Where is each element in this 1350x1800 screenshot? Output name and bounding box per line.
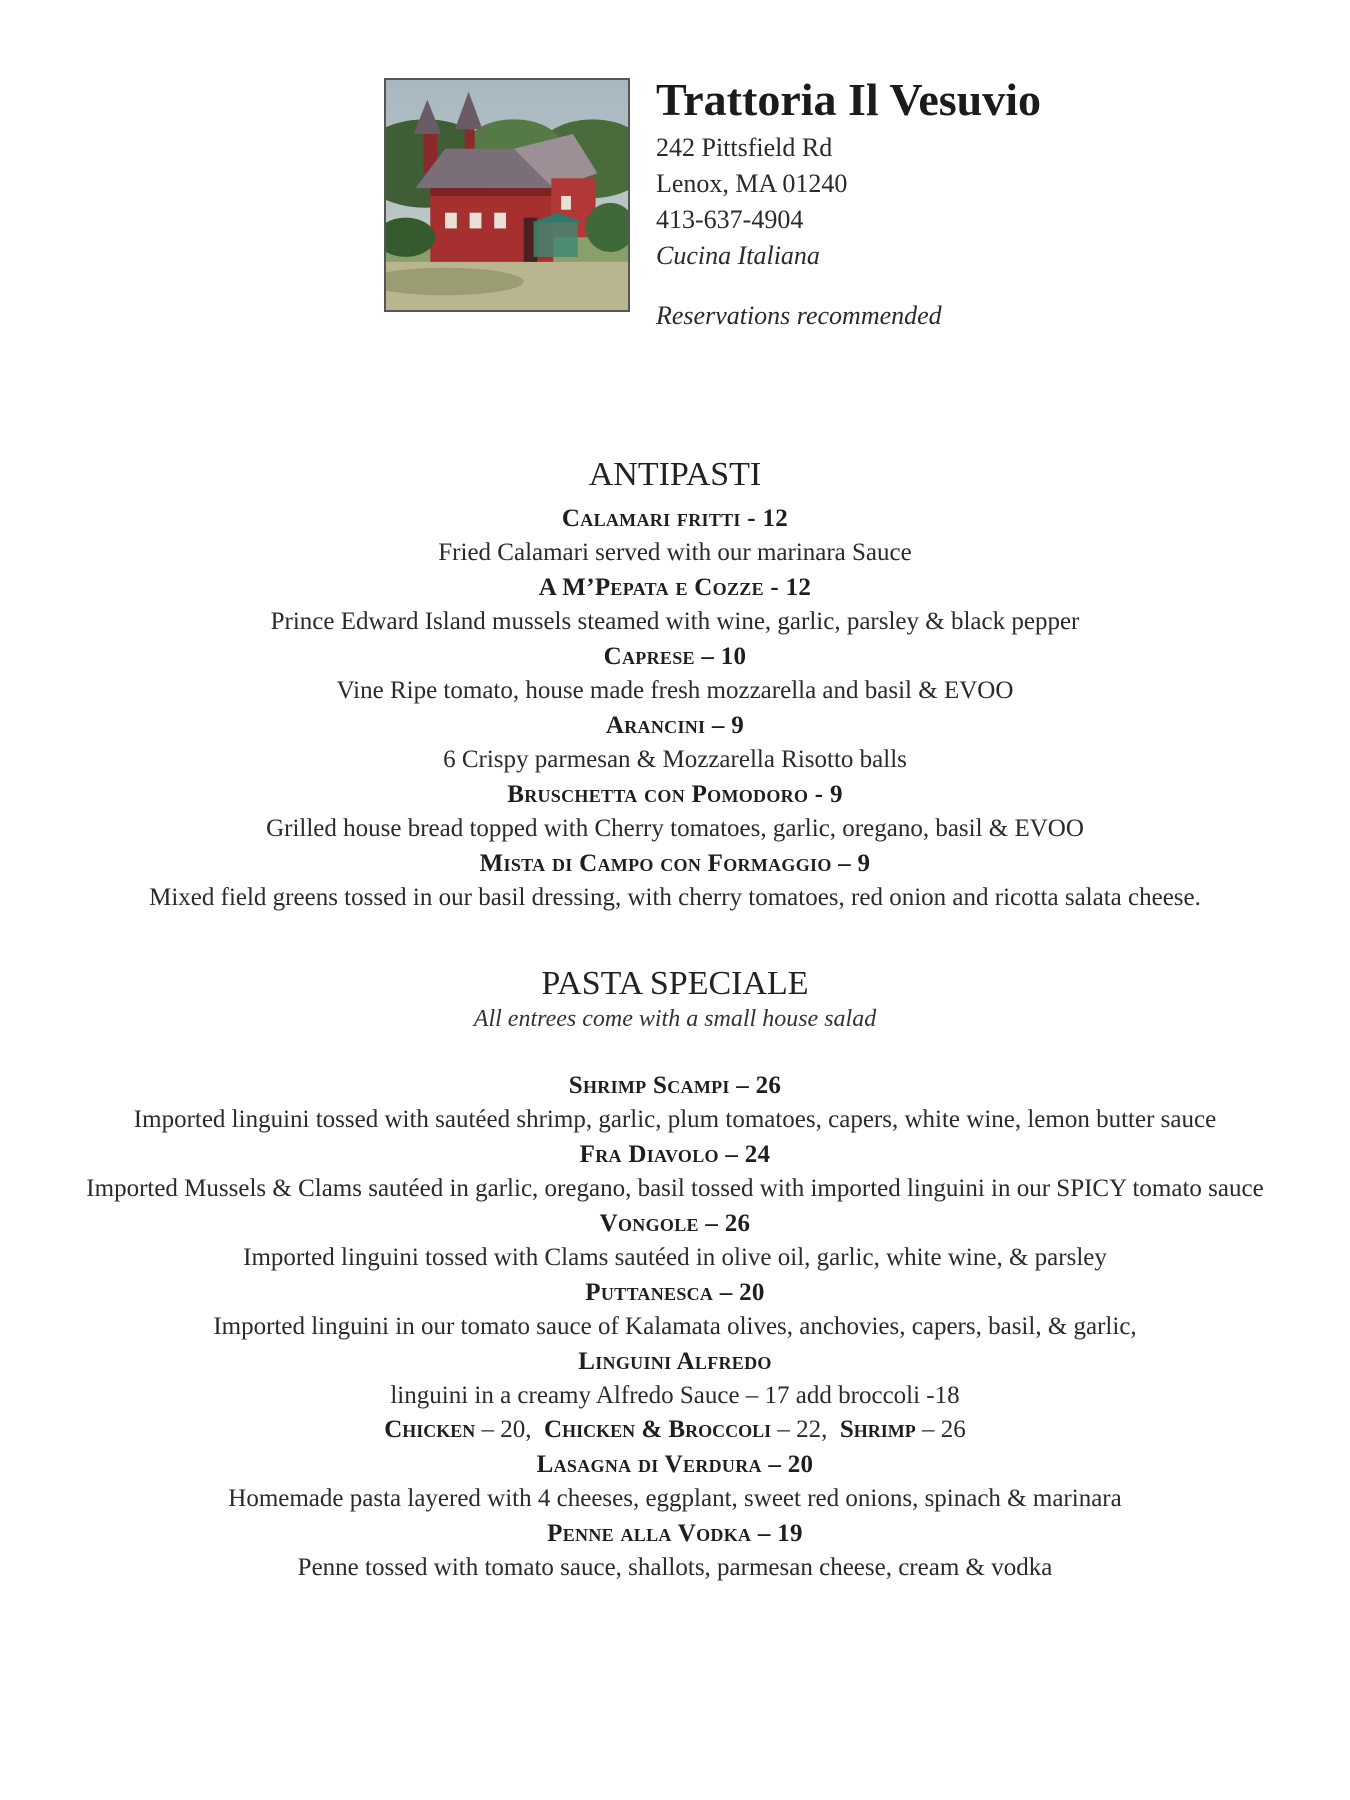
menu-item-title: Puttanesca – 20 — [585, 1279, 765, 1306]
menu-item-description: 6 Crispy parmesan & Mozzarella Risotto balls — [443, 746, 907, 773]
menu-item-title: Shrimp Scampi – 26 — [568, 1072, 782, 1099]
menu-item-title: Penne alla Vodka – 19 — [547, 1520, 803, 1547]
antipasti-section — [0, 453, 1350, 915]
menu-item-title: Caprese – 10 — [603, 643, 747, 670]
menu-item-description: Imported Mussels & Clams sautéed in garlic, oregano, basil tossed with imported linguini in our SPICY tomato sauce — [86, 1175, 1264, 1202]
option-shrimp-label: Shrimp — [839, 1416, 916, 1443]
menu-item-title: Fra Diavolo – 24 — [579, 1141, 771, 1168]
section-title-antipasti: ANTIPASTI — [588, 456, 762, 493]
pasta-section — [0, 962, 1350, 1585]
cuisine-label: Cucina Italiana — [656, 241, 820, 270]
restaurant-header — [384, 74, 1042, 334]
menu-item-description: Imported linguini tossed with sautéed shrimp, garlic, plum tomatoes, capers, white wine, lemon butter sauce — [133, 1106, 1217, 1133]
menu-item-description: Homemade pasta layered with 4 cheeses, eggplant, sweet red onions, spinach & marinara — [228, 1485, 1122, 1512]
address-line-1: 242 Pittsfield Rd — [656, 133, 833, 162]
menu-item-description: Grilled house bread topped with Cherry tomatoes, garlic, oregano, basil & EVOO — [266, 815, 1084, 842]
menu-item-title: Mista di Campo con Formaggio – 9 — [479, 850, 871, 877]
menu-item-title: Calamari fritti - 12 — [561, 505, 789, 532]
section-title-pasta: PASTA SPECIALE — [541, 965, 809, 1002]
restaurant-info — [656, 72, 1041, 334]
restaurant-name: Trattoria Il Vesuvio — [656, 74, 1042, 125]
menu-item-title: Vongole – 26 — [599, 1210, 751, 1237]
menu-item-description: Imported linguini in our tomato sauce of Kalamata olives, anchovies, capers, basil, & garlic, — [213, 1313, 1137, 1340]
menu-item-description: Prince Edward Island mussels steamed with wine, garlic, parsley & black pepper — [270, 608, 1080, 635]
menu-item-description: Penne tossed with tomato sauce, shallots, parmesan cheese, cream & vodka — [297, 1554, 1053, 1581]
menu-item-description: Mixed field greens tossed in our basil dressing, with cherry tomatoes, red onion and ricotta salata cheese. — [149, 884, 1201, 911]
menu-item-description: Vine Ripe tomato, house made fresh mozzarella and basil & EVOO — [336, 677, 1014, 704]
address-line-2: Lenox, MA 01240 — [656, 169, 848, 198]
phone-number: 413-637-4904 — [656, 205, 804, 234]
alfredo-options-line — [0, 1413, 1350, 1447]
reservations-note: Reservations recommended — [656, 301, 942, 330]
menu-item-title: Lasagna di Verdura – 20 — [536, 1451, 814, 1478]
menu-item-title: Bruschetta con Pomodoro - 9 — [507, 781, 843, 808]
option-chicken-price: – 20, — [475, 1416, 545, 1443]
menu-item-description: linguini in a creamy Alfredo Sauce – 17 add broccoli -18 — [390, 1382, 960, 1409]
menu-item-title: Linguini Alfredo — [578, 1348, 772, 1375]
option-chicken-label: Chicken — [384, 1416, 476, 1443]
menu-item-description: Imported linguini tossed with Clams sautéed in olive oil, garlic, white wine, & parsley — [243, 1244, 1107, 1271]
barn-painting-image — [384, 78, 630, 312]
menu-item-description: Fried Calamari served with our marinara Sauce — [438, 539, 912, 566]
option-chicken-broccoli-price: – 22, — [771, 1416, 840, 1443]
menu-item-title: A M’Pepata e Cozze - 12 — [538, 574, 812, 601]
section-note: All entrees come with a small house salad — [473, 1006, 877, 1032]
menu-item-title: Arancini – 9 — [605, 712, 745, 739]
option-chicken-broccoli-label: Chicken & Broccoli — [544, 1416, 772, 1443]
option-shrimp-price: – 26 — [915, 1416, 966, 1443]
